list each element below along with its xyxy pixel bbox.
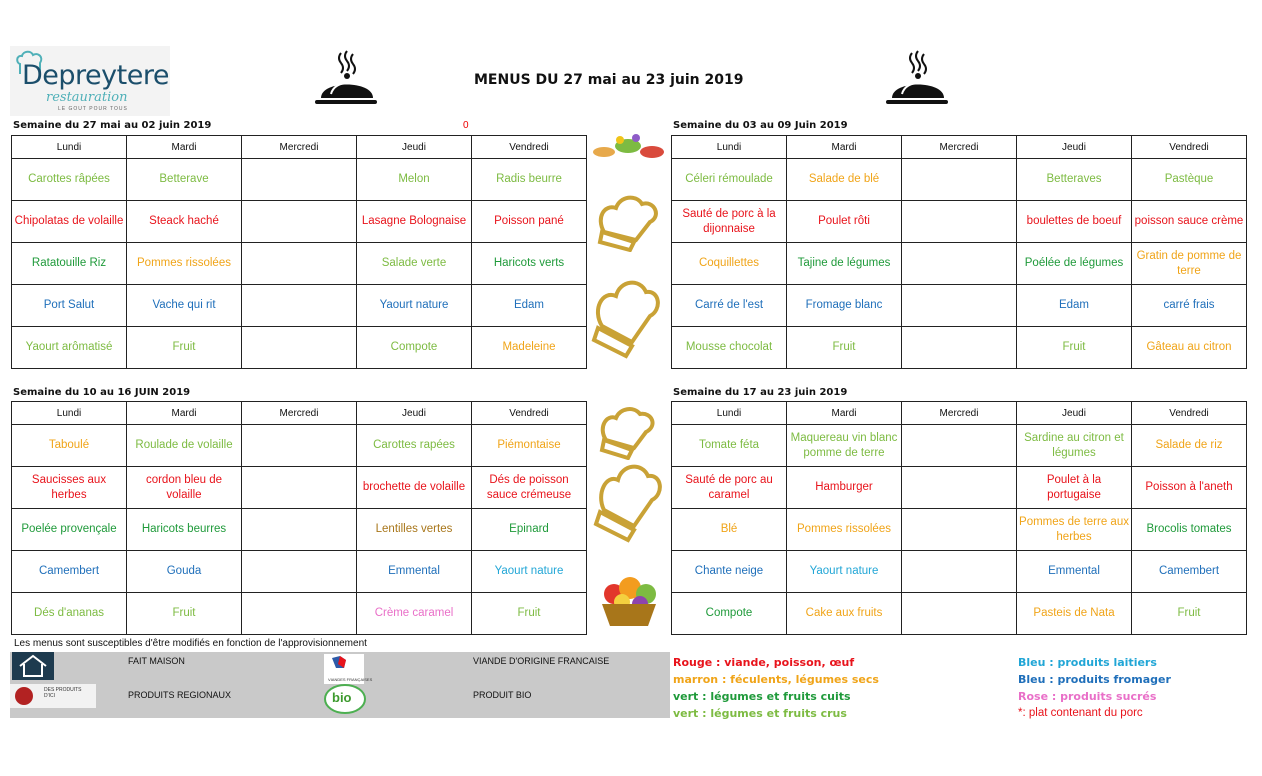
logo-name: Depreytere <box>22 60 169 91</box>
menu-cell: Salade verte <box>357 243 472 285</box>
week1-extra: 0 <box>463 120 469 131</box>
menu-cell: Crème caramel <box>357 593 472 635</box>
legend-viande: VIANDE D'ORIGINE FRANCAISE <box>473 656 610 666</box>
cloche-icon <box>313 50 377 108</box>
menu-cell: Mousse chocolat <box>672 327 787 369</box>
menu-cell: Sardine au citron et légumes <box>1017 425 1132 467</box>
menu-cell: Pommes de terre aux herbes <box>1017 509 1132 551</box>
menu-table-week3 <box>11 401 587 635</box>
day-header: Mercredi <box>902 136 1017 159</box>
menu-cell: Fruit <box>127 593 242 635</box>
legend-fait-maison: FAIT MAISON <box>128 656 185 666</box>
menu-row <box>12 285 587 327</box>
color-legend-item: Rouge : viande, poisson, œuf <box>673 656 855 669</box>
menu-cell: Port Salut <box>12 285 127 327</box>
day-header: Mardi <box>787 402 902 425</box>
menu-cell <box>902 285 1017 327</box>
menu-cell: Poulet rôti <box>787 201 902 243</box>
menu-cell: Blé <box>672 509 787 551</box>
legend-bio: PRODUIT BIO <box>473 690 532 700</box>
menu-cell: Fruit <box>1017 327 1132 369</box>
menu-cell: Edam <box>472 285 587 327</box>
menu-cell: Chipolatas de volaille <box>12 201 127 243</box>
menu-row <box>672 159 1247 201</box>
menu-cell: Epinard <box>472 509 587 551</box>
menu-cell <box>902 593 1017 635</box>
menu-cell: Betteraves <box>1017 159 1132 201</box>
menu-cell: Compote <box>672 593 787 635</box>
menu-cell: Taboulé <box>12 425 127 467</box>
menu-row <box>12 243 587 285</box>
menu-cell: Carottes rapées <box>357 425 472 467</box>
menu-cell: Fruit <box>127 327 242 369</box>
menu-cell <box>902 243 1017 285</box>
week3-label: Semaine du 10 au 16 JUIN 2019 <box>13 387 191 398</box>
day-header: Jeudi <box>1017 402 1132 425</box>
color-legend-left <box>673 654 879 722</box>
fruit-basket-icon <box>596 570 662 630</box>
color-legend-item: Rose : produits sucrés <box>1018 690 1157 703</box>
menu-cell: Gouda <box>127 551 242 593</box>
menu-cell: Roulade de volaille <box>127 425 242 467</box>
menu-cell: Salade de riz <box>1132 425 1247 467</box>
menu-cell: Poisson pané <box>472 201 587 243</box>
menu-cell: Yaourt arômatisé <box>12 327 127 369</box>
day-header: Mardi <box>127 402 242 425</box>
color-legend-right <box>1018 654 1171 722</box>
menu-cell <box>242 285 357 327</box>
menu-cell: cordon bleu de volaille <box>127 467 242 509</box>
french-meat-logo-text: VIANDES FRANÇAISES <box>328 677 373 682</box>
menu-row <box>672 467 1247 509</box>
menu-cell: Camembert <box>1132 551 1247 593</box>
color-legend-item: marron : féculents, légumes secs <box>673 673 879 686</box>
menu-cell <box>242 201 357 243</box>
day-header: Vendredi <box>1132 136 1247 159</box>
house-icon <box>12 652 54 680</box>
color-legend-item: vert : légumes et fruits cuits <box>673 690 851 703</box>
menu-cell: Lasagne Bolognaise <box>357 201 472 243</box>
menu-cell: poisson sauce crème <box>1132 201 1247 243</box>
menu-cell: Radis beurre <box>472 159 587 201</box>
day-header: Mercredi <box>242 402 357 425</box>
day-header: Lundi <box>672 402 787 425</box>
menu-row <box>12 327 587 369</box>
label-legend <box>10 652 670 718</box>
color-legend-item: Bleu : produits laitiers <box>1018 656 1157 669</box>
day-header: Lundi <box>12 402 127 425</box>
menu-cell: Céleri rémoulade <box>672 159 787 201</box>
menu-row <box>12 509 587 551</box>
menu-row <box>672 593 1247 635</box>
menu-cell <box>902 425 1017 467</box>
menu-cell <box>242 509 357 551</box>
day-header: Vendredi <box>472 402 587 425</box>
menu-cell <box>902 201 1017 243</box>
menu-cell: Ratatouille Riz <box>12 243 127 285</box>
menu-cell: Fromage blanc <box>787 285 902 327</box>
menu-cell: Dés d'ananas <box>12 593 127 635</box>
brand-logo <box>10 46 170 116</box>
day-header-row <box>12 136 587 159</box>
day-header-row <box>672 402 1247 425</box>
week4-label: Semaine du 17 au 23 juin 2019 <box>673 387 848 398</box>
menu-cell: Tomate féta <box>672 425 787 467</box>
menu-cell: brochette de volaille <box>357 467 472 509</box>
menu-cell <box>902 551 1017 593</box>
menu-row <box>672 327 1247 369</box>
menu-cell: Pastèque <box>1132 159 1247 201</box>
menu-cell: Betterave <box>127 159 242 201</box>
color-legend-item: vert : légumes et fruits crus <box>673 707 847 720</box>
menu-cell: Gratin de pomme de terre <box>1132 243 1247 285</box>
menu-cell <box>902 467 1017 509</box>
menu-row <box>12 551 587 593</box>
day-header: Mardi <box>787 136 902 159</box>
day-header: Vendredi <box>472 136 587 159</box>
dici-logo-text: DES PRODUITS D'ICI <box>44 687 82 699</box>
chef-hat-icon <box>588 276 664 360</box>
menu-cell: Brocolis tomates <box>1132 509 1247 551</box>
menu-cell <box>902 509 1017 551</box>
chef-hat-icon <box>592 460 664 544</box>
menu-cell: Fruit <box>1132 593 1247 635</box>
menu-cell: Melon <box>357 159 472 201</box>
menu-cell: Poisson à l'aneth <box>1132 467 1247 509</box>
week1-label: Semaine du 27 mai au 02 juin 2019 <box>13 120 212 131</box>
bio-logo-text: bio <box>332 690 352 705</box>
menu-cell: Sauté de porc à la dijonnaise <box>672 201 787 243</box>
day-header: Mercredi <box>242 136 357 159</box>
menu-row <box>12 425 587 467</box>
menu-row <box>672 285 1247 327</box>
menu-cell: Hamburger <box>787 467 902 509</box>
menu-cell: Fruit <box>472 593 587 635</box>
logo-tagline: LE GOUT POUR TOUS <box>58 106 128 112</box>
menu-cell: Steack haché <box>127 201 242 243</box>
menu-cell <box>242 425 357 467</box>
menu-cell: Haricots verts <box>472 243 587 285</box>
chef-hat-icon <box>596 192 662 252</box>
menu-cell: Maquereau vin blanc pomme de terre <box>787 425 902 467</box>
day-header: Jeudi <box>357 402 472 425</box>
menu-cell: Sauté de porc au caramel <box>672 467 787 509</box>
menu-cell: Dés de poisson sauce crémeuse <box>472 467 587 509</box>
logo-subtitle: restauration <box>46 90 128 105</box>
food-plates-icon <box>590 128 668 162</box>
menu-cell <box>242 159 357 201</box>
menu-cell <box>242 327 357 369</box>
menu-cell: Chante neige <box>672 551 787 593</box>
menu-cell: carré frais <box>1132 285 1247 327</box>
menu-cell: Compote <box>357 327 472 369</box>
menu-cell: Madeleine <box>472 327 587 369</box>
menu-row <box>672 425 1247 467</box>
menu-cell: boulettes de boeuf <box>1017 201 1132 243</box>
menu-cell: Gâteau au citron <box>1132 327 1247 369</box>
day-header: Vendredi <box>1132 402 1247 425</box>
menu-cell: Poélée de légumes <box>1017 243 1132 285</box>
menu-cell <box>242 467 357 509</box>
menu-cell: Carré de l'est <box>672 285 787 327</box>
color-legend-item: *: plat contenant du porc <box>1018 707 1143 719</box>
menu-cell: Tajine de légumes <box>787 243 902 285</box>
menu-cell: Yaourt nature <box>472 551 587 593</box>
menu-cell <box>242 593 357 635</box>
menu-cell: Piémontaise <box>472 425 587 467</box>
day-header-row <box>672 136 1247 159</box>
menu-cell: Salade de blé <box>787 159 902 201</box>
menu-cell <box>902 159 1017 201</box>
menu-cell: Carottes râpées <box>12 159 127 201</box>
menu-row <box>12 159 587 201</box>
menu-cell <box>902 327 1017 369</box>
menu-cell: Yaourt nature <box>357 285 472 327</box>
day-header: Lundi <box>12 136 127 159</box>
menu-cell: Coquillettes <box>672 243 787 285</box>
page-title: MENUS DU 27 mai au 23 juin 2019 <box>474 72 744 88</box>
menu-row <box>12 467 587 509</box>
week2-label: Semaine du 03 au 09 Juin 2019 <box>673 120 848 131</box>
chef-hat-icon <box>598 404 660 460</box>
menu-cell: Poelée provençale <box>12 509 127 551</box>
menu-cell: Emmental <box>1017 551 1132 593</box>
menu-table-week2 <box>671 135 1247 369</box>
menu-cell: Emmental <box>357 551 472 593</box>
menu-table-week4 <box>671 401 1247 635</box>
menu-cell: Saucisses aux herbes <box>12 467 127 509</box>
menu-cell: Camembert <box>12 551 127 593</box>
menu-cell: Haricots beurres <box>127 509 242 551</box>
menu-cell: Pommes rissolées <box>787 509 902 551</box>
legend-regionaux: PRODUITS REGIONAUX <box>128 690 232 700</box>
menu-cell: Fruit <box>787 327 902 369</box>
day-header-row <box>12 402 587 425</box>
menu-row <box>12 593 587 635</box>
day-header: Lundi <box>672 136 787 159</box>
cloche-icon <box>884 50 948 108</box>
menu-cell <box>242 243 357 285</box>
menu-row <box>672 551 1247 593</box>
color-legend-item: Bleu : produits fromager <box>1018 673 1171 686</box>
menu-row <box>12 201 587 243</box>
menu-table-week1 <box>11 135 587 369</box>
menu-cell: Yaourt nature <box>787 551 902 593</box>
menu-row <box>672 201 1247 243</box>
menu-cell: Cake aux fruits <box>787 593 902 635</box>
supply-note: Les menus sont susceptibles d'être modifiés en fonction de l'approvisionnement <box>14 638 367 649</box>
menu-cell: Vache qui rit <box>127 285 242 327</box>
menu-cell: Pommes rissolées <box>127 243 242 285</box>
menu-row <box>672 243 1247 285</box>
menu-cell: Lentilles vertes <box>357 509 472 551</box>
day-header: Jeudi <box>357 136 472 159</box>
menu-cell <box>242 551 357 593</box>
day-header: Mardi <box>127 136 242 159</box>
day-header: Mercredi <box>902 402 1017 425</box>
menu-cell: Poulet à la portugaise <box>1017 467 1132 509</box>
menu-cell: Pasteis de Nata <box>1017 593 1132 635</box>
menu-cell: Edam <box>1017 285 1132 327</box>
menu-row <box>672 509 1247 551</box>
day-header: Jeudi <box>1017 136 1132 159</box>
